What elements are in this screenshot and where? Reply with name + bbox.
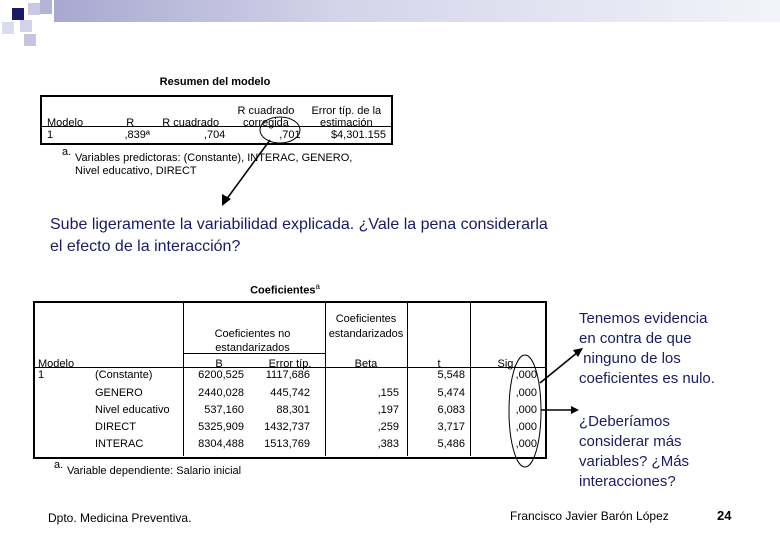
row-se: 88,301: [276, 404, 310, 416]
coef-model-number: 1: [38, 369, 45, 381]
coef-col-sig: Sig.: [497, 358, 517, 370]
row-b: 2440,028: [198, 387, 244, 399]
question-line-1: Sube ligeramente la variabilidad explicada. ¿Vale la pena considerarla: [50, 216, 548, 233]
side-text-line: variables? ¿Más: [579, 453, 690, 470]
row-name: INTERAC: [95, 438, 144, 450]
summary-footnote-marker: a.: [62, 146, 72, 158]
row-beta: ,197: [377, 404, 399, 416]
summary-header-rsq: R cuadrado: [162, 117, 220, 129]
side-text-line: Tenemos evidencia: [579, 310, 708, 327]
coef-title-text: Coeficientes: [250, 284, 316, 297]
side-text-line: ninguno de los: [579, 350, 681, 367]
summary-header-r: R: [126, 117, 135, 129]
row-b: 8304,488: [198, 438, 244, 450]
coef-header-unstd: Coeficientes no estandarizados: [214, 328, 291, 354]
coef-col-beta: Beta: [354, 358, 378, 370]
side-text-line: coeficientes es nulo.: [579, 370, 715, 387]
row-t: 6,083: [437, 404, 465, 416]
coef-footnote-marker: a.: [54, 459, 64, 471]
summary-footnote-line1: Variables predictoras: (Constante), INTERAC, GENERO,: [75, 152, 353, 164]
side-text-line: interacciones?: [579, 473, 676, 490]
row-b: 6200,525: [198, 369, 244, 381]
row-t: 3,717: [437, 421, 465, 433]
row-t: 5,548: [437, 369, 465, 381]
question-line-2: el efecto de la interacción?: [50, 238, 241, 255]
row-sig: ,000: [515, 438, 537, 450]
coef-col-t: t: [437, 358, 441, 370]
side-text-evidence: [579, 309, 779, 389]
summary-cell: 1: [47, 129, 54, 141]
row-se: 445,742: [270, 387, 310, 399]
row-sig: ,000: [515, 404, 537, 416]
summary-cell: $4,301.155: [330, 129, 386, 141]
side-text-question: [579, 412, 779, 492]
summary-header-modelo: Modelo: [47, 117, 84, 129]
summary-cell: ,704: [203, 129, 226, 141]
row-se: 1117,686: [265, 369, 310, 381]
row-t: 5,474: [437, 387, 465, 399]
row-name: Nivel educativo: [95, 404, 170, 416]
coef-title-sup: a: [315, 282, 320, 291]
row-b: 537,160: [204, 404, 244, 416]
footer-page-number: 24: [717, 508, 732, 523]
summary-cell: ,839ª: [124, 129, 150, 141]
row-se: 1513,769: [264, 438, 310, 450]
side-text-line: considerar más: [579, 433, 682, 450]
summary-cell: ,701: [279, 129, 301, 141]
summary-header-rsq-adj: R cuadrado corregida: [237, 105, 295, 129]
coef-col-modelo: Modelo: [38, 358, 75, 370]
side-text-line: ¿Deberíamos: [579, 413, 670, 430]
row-sig: ,000: [515, 369, 537, 381]
row-beta: ,383: [377, 438, 399, 450]
coef-footnote: Variable dependiente: Salario inicial: [67, 465, 242, 477]
row-beta: ,155: [377, 387, 399, 399]
footer-author: Francisco Javier Barón López: [510, 509, 669, 523]
row-sig: ,000: [515, 387, 537, 399]
row-sig: ,000: [515, 421, 537, 433]
side-text-line: en contra de que: [579, 330, 692, 347]
row-t: 5,486: [437, 438, 465, 450]
row-se: 1432,737: [264, 421, 310, 433]
summary-table-title: Resumen del modelo: [159, 76, 271, 88]
coef-header-std: Coeficientes estandarizados: [328, 313, 404, 340]
summary-footnote-line2: Nivel educativo, DIRECT: [75, 165, 197, 177]
row-name: (Constante): [95, 369, 153, 381]
row-beta: ,259: [377, 421, 399, 433]
coef-col-se: Error típ.: [268, 358, 312, 370]
row-name: DIRECT: [95, 421, 136, 433]
summary-header-se: Error típ. de la estimación: [311, 105, 382, 129]
footer-department: Dpto. Medicina Preventiva.: [48, 511, 192, 525]
row-b: 5325,909: [198, 421, 244, 433]
row-name: GENERO: [95, 387, 143, 399]
coef-col-b: B: [215, 358, 223, 370]
